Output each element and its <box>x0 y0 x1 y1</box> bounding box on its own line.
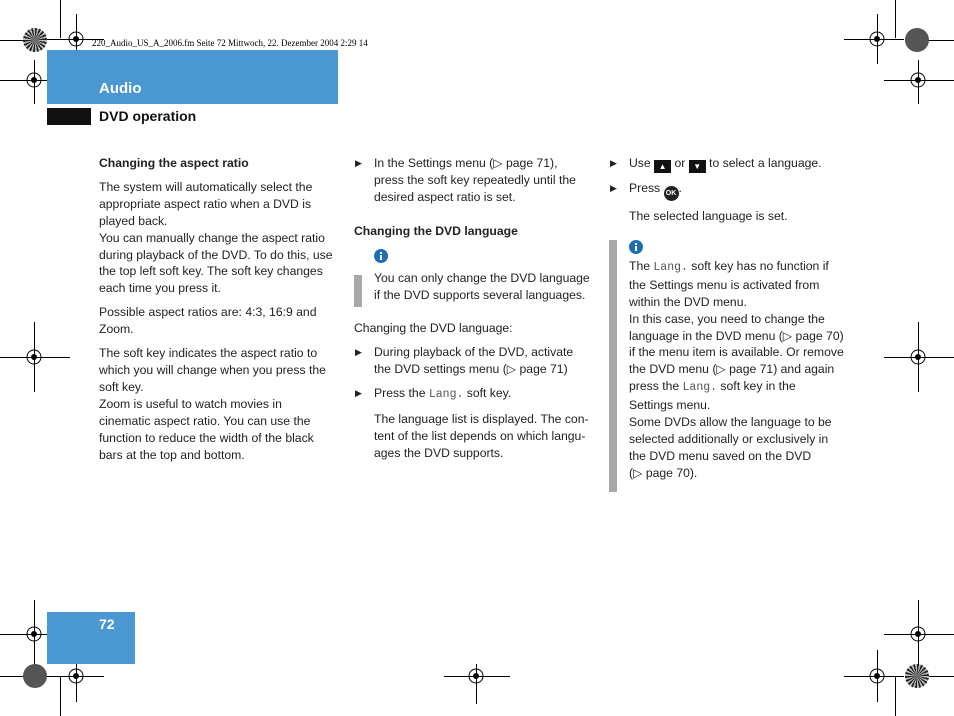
subsection-marker <box>47 108 91 125</box>
registration-mark-icon <box>23 69 45 91</box>
bullet-item: ▶ During playback of the DVD, activate the DVD settings menu (▷ page 71) <box>355 345 574 377</box>
info-icon <box>374 249 388 263</box>
text-line: which you will change when you press the <box>99 362 326 377</box>
text-line: Zoom is useful to watch movies in <box>99 396 282 411</box>
heading-dvd-language: Changing the DVD language <box>354 223 518 238</box>
text-line: each time you press it. <box>99 281 221 296</box>
text-line: bars at the top and bottom. <box>99 447 245 462</box>
text-line: the top left soft key. The soft key changes <box>99 264 323 279</box>
text-line: soft key. <box>99 379 144 394</box>
note-text: if the DVD supports several languages. <box>374 287 586 302</box>
registration-mark-icon <box>866 665 888 687</box>
page-number-box <box>47 612 135 664</box>
column-1 <box>99 155 339 463</box>
registration-mark-icon <box>23 623 45 645</box>
text-line: The soft key indicates the aspect ratio to <box>99 346 318 361</box>
note-text: You can only change the DVD language <box>374 270 590 285</box>
bullet-item: ▶ In the Settings menu (▷ page 71), press the soft key repeatedly until the desired aspect ratio is set. <box>355 156 576 204</box>
result-text: The selected language is set. <box>629 209 788 223</box>
bullet-item: ▶ Use ▲ or ▼ to select a language. <box>610 156 822 171</box>
up-key-icon: ▲ <box>654 160 671 173</box>
registration-mark-icon <box>907 69 929 91</box>
registration-mark-icon <box>65 665 87 687</box>
text-line: You can manually change the aspect ratio <box>99 230 325 245</box>
bullet-arrow-icon: ▶ <box>355 347 362 358</box>
page-ref-icon: ▷ <box>782 328 793 343</box>
lang-softkey-label: Lang. <box>428 388 464 402</box>
lang-softkey-label: Lang. <box>682 381 718 395</box>
color-rosette-icon <box>905 28 929 52</box>
subsection-title: DVD operation <box>99 108 197 124</box>
registration-mark-icon <box>465 665 487 687</box>
color-rosette-icon <box>23 664 47 688</box>
registration-mark-icon <box>23 346 45 368</box>
info-note: The Lang. soft key has no function if the Settings menu is activated from within the DVD menu. In this case, you need to change the language in the DVD menu (▷ page 70) if the menu item is available. Or remove the DVD menu (▷ page 71) and again press the Lang. soft key in the Settings menu. Some DVDs allow the language to be selected additionally or exclusively in the DVD menu saved on the DVD (▷ page 70). <box>609 240 859 482</box>
result-text: The language list is displayed. The con- tent of the list depends on which langu- ages the DVD supports. <box>374 412 589 460</box>
down-key-icon: ▼ <box>689 160 706 173</box>
column-3 <box>609 155 859 482</box>
info-note <box>354 249 596 304</box>
ok-button-icon: OK <box>664 186 679 201</box>
bullet-arrow-icon: ▶ <box>610 158 617 168</box>
bullet-arrow-icon: ▶ <box>610 183 617 193</box>
intro-text: Changing the DVD language: <box>354 321 513 336</box>
page-ref-icon: ▷ <box>633 465 643 480</box>
header-band <box>47 50 338 104</box>
section-title: Audio <box>99 80 142 97</box>
note-bar <box>354 275 362 308</box>
registration-mark-icon <box>866 28 888 50</box>
text-line: played back. <box>99 213 168 228</box>
text-line: Possible aspect ratios are: 4:3, 16:9 and <box>99 305 317 320</box>
heading-aspect-ratio: Changing the aspect ratio <box>99 156 249 170</box>
page-ref-icon: ▷ <box>493 156 503 170</box>
note-bar <box>609 240 617 492</box>
page-number: 72 <box>99 616 115 632</box>
bullet-arrow-icon: ▶ <box>355 158 362 168</box>
registration-mark-icon <box>907 623 929 645</box>
color-rosette-icon <box>905 664 929 688</box>
registration-mark-icon <box>65 28 87 50</box>
text-line: Zoom. <box>99 322 134 337</box>
text-line: function to reduce the width of the black <box>99 430 314 445</box>
color-rosette-icon <box>23 28 47 52</box>
bullet-item: ▶ Press the Lang. soft key. <box>355 386 512 402</box>
info-icon <box>629 240 643 254</box>
page-ref-icon: ▷ <box>716 362 726 377</box>
registration-mark-icon <box>907 346 929 368</box>
bullet-item: ▶ Press OK . <box>609 180 859 201</box>
text-line: The system will automatically select the <box>99 179 313 194</box>
text-line: cinematic aspect ratio. You can use the <box>99 413 311 428</box>
text-line: appropriate aspect ratio when a DVD is <box>99 196 312 211</box>
page-ref-icon: ▷ <box>506 362 517 377</box>
bullet-arrow-icon: ▶ <box>355 388 362 399</box>
column-2 <box>354 155 596 462</box>
text-line: during playback of the DVD. To do this, use <box>99 247 333 262</box>
lang-softkey-label: Lang. <box>653 260 688 274</box>
file-info: 220_Audio_US_A_2006.fm Seite 72 Mittwoch, 22. Dezember 2004 2:29 14 <box>92 38 368 48</box>
